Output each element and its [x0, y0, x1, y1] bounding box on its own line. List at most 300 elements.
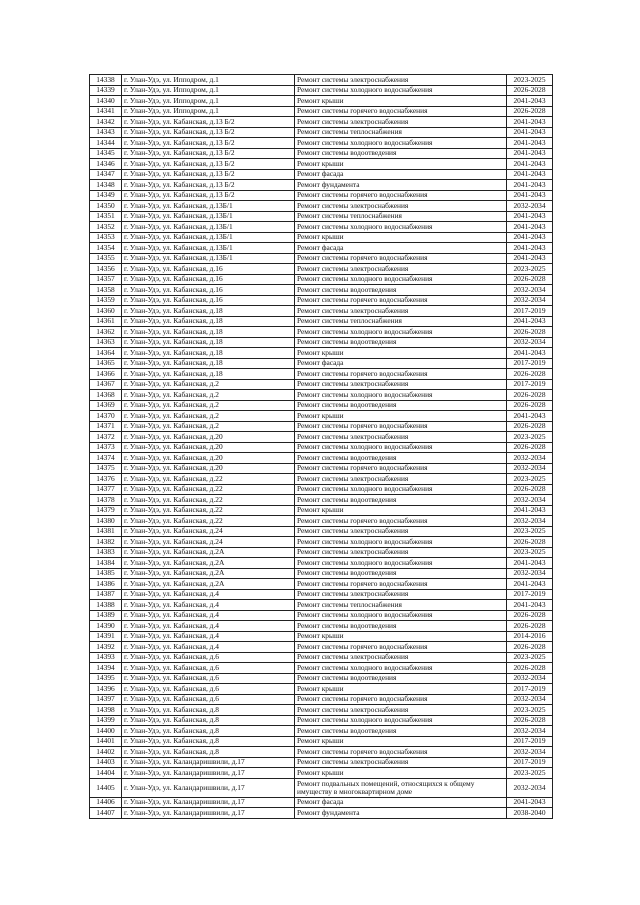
row-work-type: Ремонт системы водоотведения [295, 726, 507, 737]
row-number: 14401 [90, 736, 122, 747]
row-number: 14373 [90, 442, 122, 453]
row-work-type: Ремонт системы водоотведения [295, 621, 507, 632]
row-address: г. Улан-Удэ, ул. Кабанская, д.13 Б/2 [122, 138, 295, 149]
table-row [90, 757, 553, 768]
row-address: г. Улан-Удэ, ул. Кабанская, д.6 [122, 663, 295, 674]
row-work-type: Ремонт крыши [295, 159, 507, 170]
row-address: г. Улан-Удэ, ул. Кабанская, д.18 [122, 327, 295, 338]
row-number: 14386 [90, 579, 122, 590]
row-work-type: Ремонт системы электроснабжения [295, 757, 507, 768]
row-number: 14347 [90, 169, 122, 180]
row-address: г. Улан-Удэ, ул. Кабанская, д.13Б/1 [122, 222, 295, 233]
row-number: 14351 [90, 211, 122, 222]
row-period: 2041-2043 [507, 159, 553, 170]
row-work-type: Ремонт фасада [295, 358, 507, 369]
row-work-type: Ремонт системы водоотведения [295, 148, 507, 159]
row-period: 2026-2028 [507, 610, 553, 621]
row-address: г. Улан-Удэ, ул. Каландаришвили, д.17 [122, 797, 295, 808]
row-number: 14375 [90, 463, 122, 474]
row-work-type: Ремонт крыши [295, 96, 507, 107]
row-period: 2023-2025 [507, 75, 553, 86]
row-period: 2023-2025 [507, 432, 553, 443]
row-period: 2017-2019 [507, 358, 553, 369]
row-number: 14379 [90, 505, 122, 516]
row-work-type: Ремонт системы теплоснабжения [295, 211, 507, 222]
row-work-type: Ремонт системы электроснабжения [295, 379, 507, 390]
table-row [90, 797, 553, 808]
row-address: г. Улан-Удэ, ул. Кабанская, д.20 [122, 432, 295, 443]
table-row [90, 243, 553, 254]
row-address: г. Улан-Удэ, ул. Кабанская, д.13Б/1 [122, 201, 295, 212]
row-number: 14398 [90, 705, 122, 716]
row-address: г. Улан-Удэ, ул. Кабанская, д.2 [122, 421, 295, 432]
row-work-type: Ремонт системы горячего водоснабжения [295, 516, 507, 527]
table-row [90, 642, 553, 653]
row-period: 2014-2016 [507, 631, 553, 642]
row-address: г. Улан-Удэ, ул. Кабанская, д.22 [122, 505, 295, 516]
row-number: 14356 [90, 264, 122, 275]
table-row [90, 726, 553, 737]
table-row [90, 484, 553, 495]
row-number: 14395 [90, 673, 122, 684]
row-period: 2041-2043 [507, 316, 553, 327]
row-number: 14346 [90, 159, 122, 170]
row-work-type: Ремонт системы теплоснабжения [295, 316, 507, 327]
row-address: г. Улан-Удэ, ул. Кабанская, д.20 [122, 453, 295, 464]
row-work-type: Ремонт крыши [295, 631, 507, 642]
row-number: 14378 [90, 495, 122, 506]
row-period: 2041-2043 [507, 600, 553, 611]
row-number: 14372 [90, 432, 122, 443]
row-address: г. Улан-Удэ, ул. Кабанская, д.13Б/1 [122, 243, 295, 254]
row-period: 2026-2028 [507, 274, 553, 285]
row-work-type: Ремонт системы электроснабжения [295, 306, 507, 317]
row-number: 14384 [90, 558, 122, 569]
row-work-type: Ремонт системы горячего водоснабжения [295, 421, 507, 432]
row-work-type: Ремонт системы водоотведения [295, 400, 507, 411]
table-body [90, 75, 553, 819]
row-work-type: Ремонт системы водоотведения [295, 495, 507, 506]
row-period: 2026-2028 [507, 442, 553, 453]
row-address: г. Улан-Удэ, ул. Каландаришвили, д.17 [122, 757, 295, 768]
row-period: 2032-2034 [507, 463, 553, 474]
row-number: 14343 [90, 127, 122, 138]
row-number: 14390 [90, 621, 122, 632]
row-number: 14406 [90, 797, 122, 808]
row-period: 2041-2043 [507, 96, 553, 107]
row-address: г. Улан-Удэ, ул. Кабанская, д.18 [122, 306, 295, 317]
row-work-type: Ремонт системы электроснабжения [295, 474, 507, 485]
row-number: 14348 [90, 180, 122, 191]
row-period: 2041-2043 [507, 222, 553, 233]
row-number: 14364 [90, 348, 122, 359]
row-work-type: Ремонт системы холодного водоснабжения [295, 663, 507, 674]
row-period: 2017-2019 [507, 684, 553, 695]
row-number: 14404 [90, 768, 122, 779]
row-address: г. Улан-Удэ, ул. Кабанская, д.6 [122, 652, 295, 663]
row-work-type: Ремонт системы электроснабжения [295, 652, 507, 663]
table-row [90, 579, 553, 590]
row-work-type: Ремонт системы холодного водоснабжения [295, 484, 507, 495]
row-address: г. Улан-Удэ, ул. Каландаришвили, д.17 [122, 778, 295, 797]
row-period: 2032-2034 [507, 726, 553, 737]
row-number: 14392 [90, 642, 122, 653]
row-address: г. Улан-Удэ, ул. Кабанская, д.2 [122, 411, 295, 422]
row-address: г. Улан-Удэ, ул. Кабанская, д.8 [122, 736, 295, 747]
row-period: 2041-2043 [507, 211, 553, 222]
row-work-type: Ремонт системы электроснабжения [295, 264, 507, 275]
row-work-type: Ремонт системы водоотведения [295, 673, 507, 684]
table-row [90, 547, 553, 558]
row-period: 2032-2034 [507, 747, 553, 758]
row-period: 2032-2034 [507, 495, 553, 506]
row-address: г. Улан-Удэ, ул. Кабанская, д.22 [122, 484, 295, 495]
row-address: г. Улан-Удэ, ул. Кабанская, д.13 Б/2 [122, 117, 295, 128]
row-number: 14339 [90, 85, 122, 96]
row-work-type: Ремонт системы горячего водоснабжения [295, 642, 507, 653]
row-number: 14341 [90, 106, 122, 117]
row-address: г. Улан-Удэ, ул. Кабанская, д.8 [122, 705, 295, 716]
row-number: 14363 [90, 337, 122, 348]
table-row [90, 411, 553, 422]
row-period: 2026-2028 [507, 715, 553, 726]
row-address: г. Улан-Удэ, ул. Кабанская, д.18 [122, 358, 295, 369]
row-work-type: Ремонт системы горячего водоснабжения [295, 106, 507, 117]
row-address: г. Улан-Удэ, ул. Кабанская, д.6 [122, 673, 295, 684]
table-row [90, 85, 553, 96]
row-work-type: Ремонт системы холодного водоснабжения [295, 610, 507, 621]
row-work-type: Ремонт системы горячего водоснабжения [295, 694, 507, 705]
row-number: 14400 [90, 726, 122, 737]
row-address: г. Улан-Удэ, ул. Каландаришвили, д.17 [122, 768, 295, 779]
row-address: г. Улан-Удэ, ул. Кабанская, д.22 [122, 474, 295, 485]
row-period: 2026-2028 [507, 400, 553, 411]
table-row [90, 442, 553, 453]
row-work-type: Ремонт системы водоотведения [295, 568, 507, 579]
row-work-type: Ремонт крыши [295, 684, 507, 695]
row-work-type: Ремонт системы горячего водоснабжения [295, 190, 507, 201]
row-period: 2017-2019 [507, 306, 553, 317]
row-period: 2023-2025 [507, 652, 553, 663]
row-period: 2032-2034 [507, 568, 553, 579]
row-number: 14380 [90, 516, 122, 527]
row-work-type: Ремонт системы электроснабжения [295, 526, 507, 537]
row-work-type: Ремонт системы горячего водоснабжения [295, 463, 507, 474]
row-period: 2032-2034 [507, 337, 553, 348]
row-period: 2041-2043 [507, 180, 553, 191]
row-address: г. Улан-Удэ, ул. Кабанская, д.18 [122, 348, 295, 359]
row-address: г. Улан-Удэ, ул. Кабанская, д.8 [122, 747, 295, 758]
table-row [90, 138, 553, 149]
table-row [90, 201, 553, 212]
row-address: г. Улан-Удэ, ул. Кабанская, д.13 Б/2 [122, 148, 295, 159]
row-period: 2038-2040 [507, 808, 553, 819]
table-row [90, 306, 553, 317]
repair-schedule-table [89, 74, 553, 819]
row-address: г. Улан-Удэ, ул. Кабанская, д.4 [122, 589, 295, 600]
table-row [90, 232, 553, 243]
row-work-type: Ремонт системы холодного водоснабжения [295, 85, 507, 96]
row-work-type: Ремонт системы теплоснабжения [295, 127, 507, 138]
table-row [90, 747, 553, 758]
row-period: 2041-2043 [507, 127, 553, 138]
table-row [90, 316, 553, 327]
row-work-type: Ремонт фундамента [295, 808, 507, 819]
table-row [90, 453, 553, 464]
row-address: г. Улан-Удэ, ул. Кабанская, д.4 [122, 621, 295, 632]
table-row [90, 684, 553, 695]
table-row [90, 432, 553, 443]
table-row [90, 610, 553, 621]
row-number: 14402 [90, 747, 122, 758]
row-work-type: Ремонт системы горячего водоснабжения [295, 579, 507, 590]
row-number: 14345 [90, 148, 122, 159]
row-work-type: Ремонт крыши [295, 768, 507, 779]
row-number: 14393 [90, 652, 122, 663]
row-address: г. Улан-Удэ, ул. Кабанская, д.2А [122, 547, 295, 558]
row-number: 14369 [90, 400, 122, 411]
row-address: г. Улан-Удэ, ул. Кабанская, д.6 [122, 694, 295, 705]
row-period: 2041-2043 [507, 169, 553, 180]
table-row [90, 808, 553, 819]
row-number: 14342 [90, 117, 122, 128]
table-row [90, 736, 553, 747]
row-number: 14399 [90, 715, 122, 726]
row-address: г. Улан-Удэ, ул. Кабанская, д.13 Б/2 [122, 159, 295, 170]
row-address: г. Улан-Удэ, ул. Кабанская, д.4 [122, 642, 295, 653]
table-row [90, 589, 553, 600]
table-row [90, 390, 553, 401]
table-row [90, 75, 553, 86]
table-row [90, 295, 553, 306]
row-address: г. Улан-Удэ, ул. Кабанская, д.18 [122, 337, 295, 348]
table-row [90, 421, 553, 432]
row-period: 2017-2019 [507, 589, 553, 600]
row-period: 2041-2043 [507, 411, 553, 422]
row-address: г. Улан-Удэ, ул. Кабанская, д.22 [122, 495, 295, 506]
row-address: г. Улан-Удэ, ул. Кабанская, д.2 [122, 400, 295, 411]
row-address: г. Улан-Удэ, ул. Кабанская, д.4 [122, 610, 295, 621]
row-work-type: Ремонт крыши [295, 505, 507, 516]
row-period: 2026-2028 [507, 85, 553, 96]
row-address: г. Улан-Удэ, ул. Кабанская, д.8 [122, 726, 295, 737]
row-address: г. Улан-Удэ, ул. Кабанская, д.13Б/1 [122, 232, 295, 243]
row-address: г. Улан-Удэ, ул. Кабанская, д.13 Б/2 [122, 190, 295, 201]
row-number: 14385 [90, 568, 122, 579]
row-period: 2032-2034 [507, 285, 553, 296]
row-period: 2041-2043 [507, 243, 553, 254]
row-period: 2026-2028 [507, 106, 553, 117]
table-row [90, 600, 553, 611]
row-period: 2041-2043 [507, 253, 553, 264]
row-period: 2041-2043 [507, 797, 553, 808]
row-period: 2023-2025 [507, 474, 553, 485]
row-address: г. Улан-Удэ, ул. Кабанская, д.13Б/1 [122, 253, 295, 264]
row-work-type: Ремонт системы электроснабжения [295, 117, 507, 128]
row-period: 2023-2025 [507, 768, 553, 779]
row-work-type: Ремонт системы холодного водоснабжения [295, 715, 507, 726]
table-row [90, 348, 553, 359]
row-number: 14388 [90, 600, 122, 611]
row-period: 2026-2028 [507, 621, 553, 632]
table-row [90, 495, 553, 506]
row-work-type: Ремонт крыши [295, 232, 507, 243]
table-row [90, 358, 553, 369]
row-address: г. Улан-Удэ, ул. Кабанская, д.16 [122, 274, 295, 285]
row-address: г. Улан-Удэ, ул. Кабанская, д.2 [122, 390, 295, 401]
row-period: 2041-2043 [507, 138, 553, 149]
row-address: г. Улан-Удэ, ул. Кабанская, д.2А [122, 568, 295, 579]
document-page [89, 74, 552, 819]
row-address: г. Улан-Удэ, ул. Кабанская, д.13Б/1 [122, 211, 295, 222]
row-address: г. Улан-Удэ, ул. Кабанская, д.16 [122, 285, 295, 296]
row-period: 2026-2028 [507, 663, 553, 674]
row-period: 2041-2043 [507, 190, 553, 201]
table-row [90, 117, 553, 128]
row-period: 2026-2028 [507, 642, 553, 653]
row-period: 2041-2043 [507, 232, 553, 243]
table-row [90, 369, 553, 380]
row-period: 2017-2019 [507, 379, 553, 390]
table-row [90, 558, 553, 569]
row-work-type: Ремонт системы холодного водоснабжения [295, 222, 507, 233]
row-work-type: Ремонт системы электроснабжения [295, 589, 507, 600]
row-number: 14349 [90, 190, 122, 201]
row-number: 14367 [90, 379, 122, 390]
row-number: 14405 [90, 778, 122, 797]
table-row [90, 211, 553, 222]
row-address: г. Улан-Удэ, ул. Ипподром, д.1 [122, 106, 295, 117]
row-address: г. Улан-Удэ, ул. Кабанская, д.8 [122, 715, 295, 726]
row-address: г. Улан-Удэ, ул. Кабанская, д.2А [122, 579, 295, 590]
row-work-type: Ремонт системы холодного водоснабжения [295, 274, 507, 285]
row-work-type: Ремонт подвальных помещений, относящихся к общему имуществу в многоквартирном доме [295, 778, 507, 797]
row-address: г. Улан-Удэ, ул. Кабанская, д.13 Б/2 [122, 169, 295, 180]
row-work-type: Ремонт фундамента [295, 180, 507, 191]
row-number: 14353 [90, 232, 122, 243]
row-period: 2026-2028 [507, 369, 553, 380]
table-row [90, 621, 553, 632]
row-work-type: Ремонт системы электроснабжения [295, 705, 507, 716]
row-number: 14389 [90, 610, 122, 621]
row-number: 14366 [90, 369, 122, 380]
table-row [90, 705, 553, 716]
row-number: 14358 [90, 285, 122, 296]
row-number: 14340 [90, 96, 122, 107]
row-address: г. Улан-Удэ, ул. Кабанская, д.2 [122, 379, 295, 390]
row-number: 14370 [90, 411, 122, 422]
row-number: 14397 [90, 694, 122, 705]
row-number: 14374 [90, 453, 122, 464]
row-number: 14403 [90, 757, 122, 768]
row-address: г. Улан-Удэ, ул. Кабанская, д.22 [122, 516, 295, 527]
table-row [90, 400, 553, 411]
table-row [90, 327, 553, 338]
table-row [90, 148, 553, 159]
table-row [90, 190, 553, 201]
row-number: 14352 [90, 222, 122, 233]
row-address: г. Улан-Удэ, ул. Кабанская, д.24 [122, 537, 295, 548]
row-work-type: Ремонт системы электроснабжения [295, 432, 507, 443]
table-row [90, 537, 553, 548]
table-row [90, 379, 553, 390]
row-work-type: Ремонт системы горячего водоснабжения [295, 747, 507, 758]
table-row [90, 631, 553, 642]
row-period: 2017-2019 [507, 757, 553, 768]
row-period: 2023-2025 [507, 547, 553, 558]
table-row [90, 180, 553, 191]
table-row [90, 526, 553, 537]
row-number: 14362 [90, 327, 122, 338]
row-address: г. Улан-Удэ, ул. Кабанская, д.6 [122, 684, 295, 695]
row-work-type: Ремонт системы водоотведения [295, 285, 507, 296]
row-work-type: Ремонт системы холодного водоснабжения [295, 442, 507, 453]
table-row [90, 127, 553, 138]
row-number: 14376 [90, 474, 122, 485]
row-period: 2032-2034 [507, 516, 553, 527]
row-number: 14350 [90, 201, 122, 212]
row-work-type: Ремонт системы водоотведения [295, 337, 507, 348]
row-work-type: Ремонт системы электроснабжения [295, 201, 507, 212]
row-number: 14371 [90, 421, 122, 432]
table-row [90, 274, 553, 285]
row-period: 2032-2034 [507, 694, 553, 705]
row-work-type: Ремонт крыши [295, 736, 507, 747]
row-address: г. Улан-Удэ, ул. Кабанская, д.13 Б/2 [122, 180, 295, 191]
row-address: г. Улан-Удэ, ул. Каландаришвили, д.17 [122, 808, 295, 819]
row-number: 14394 [90, 663, 122, 674]
row-period: 2041-2043 [507, 348, 553, 359]
row-period: 2032-2034 [507, 295, 553, 306]
row-period: 2041-2043 [507, 579, 553, 590]
table-row [90, 264, 553, 275]
row-address: г. Улан-Удэ, ул. Кабанская, д.24 [122, 526, 295, 537]
row-period: 2032-2034 [507, 201, 553, 212]
row-period: 2023-2025 [507, 264, 553, 275]
row-period: 2032-2034 [507, 673, 553, 684]
row-address: г. Улан-Удэ, ул. Ипподром, д.1 [122, 75, 295, 86]
row-period: 2041-2043 [507, 148, 553, 159]
row-period: 2017-2019 [507, 736, 553, 747]
row-address: г. Улан-Удэ, ул. Кабанская, д.13 Б/2 [122, 127, 295, 138]
row-period: 2041-2043 [507, 117, 553, 128]
table-row [90, 169, 553, 180]
row-work-type: Ремонт системы электроснабжения [295, 547, 507, 558]
table-row [90, 652, 553, 663]
table-row [90, 474, 553, 485]
table-row [90, 106, 553, 117]
row-number: 14368 [90, 390, 122, 401]
row-work-type: Ремонт системы электроснабжения [295, 75, 507, 86]
table-row [90, 96, 553, 107]
row-number: 14357 [90, 274, 122, 285]
row-period: 2023-2025 [507, 526, 553, 537]
table-row [90, 715, 553, 726]
row-period: 2026-2028 [507, 390, 553, 401]
table-row [90, 505, 553, 516]
row-work-type: Ремонт системы теплоснабжения [295, 600, 507, 611]
row-work-type: Ремонт системы холодного водоснабжения [295, 327, 507, 338]
row-period: 2026-2028 [507, 421, 553, 432]
row-work-type: Ремонт системы холодного водоснабжения [295, 138, 507, 149]
row-number: 14338 [90, 75, 122, 86]
row-work-type: Ремонт фасада [295, 797, 507, 808]
row-period: 2026-2028 [507, 327, 553, 338]
row-address: г. Улан-Удэ, ул. Кабанская, д.16 [122, 295, 295, 306]
row-number: 14387 [90, 589, 122, 600]
row-number: 14377 [90, 484, 122, 495]
row-address: г. Улан-Удэ, ул. Кабанская, д.18 [122, 369, 295, 380]
